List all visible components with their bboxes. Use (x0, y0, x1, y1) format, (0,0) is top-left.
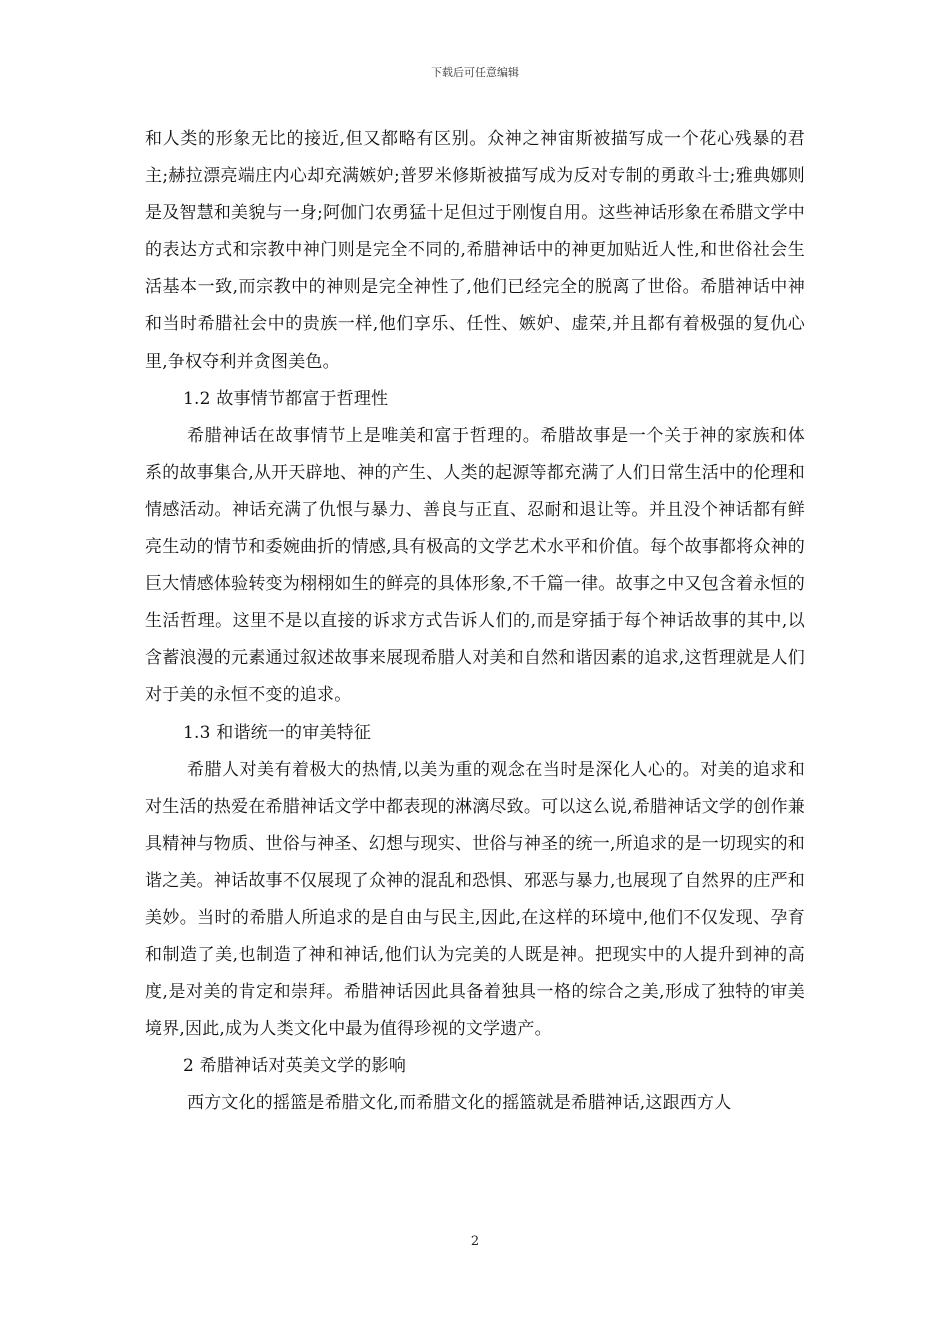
document-body (145, 121, 805, 1123)
page-number: 2 (470, 1234, 480, 1249)
section-heading-1-3: 1.3 和谐统一的审美特征 (183, 722, 372, 743)
section-heading-2: 2 希腊神话对英美文学的影响 (183, 1056, 407, 1077)
paragraph-aesthetic: 希腊人对美有着极大的热情,以美为重的观念在当时是深化人心的。对美的追求和对生活的热爱在希腊神话文学中都表现的淋漓尽致。可以这么说,希腊神话文学的创作兼具精神与物质、世俗与神圣、幻想与现实、世俗与神圣的统一,所追求的是一切现实的和谐之美。神话故事不仅展现了众神的混乱和恐惧、邪恶与暴力,也展现了自然界的庄严和美妙。当时的希腊人所追求的是自由与民主,因此,在这样的环境中,他们不仅发现、孕育和制造了美,也制造了神和神话,他们认为完美的人既是神。把现实中的人提升到神的高度,是对美的肯定和崇拜。希腊神话因此具备着独具一格的综合之美,形成了独特的审美境界,因此,成为人类文化中最为值得珍视的文学遗产。 (145, 759, 805, 1040)
section-heading-1-2: 1.2 故事情节都富于哲理性 (183, 388, 389, 409)
paragraph-story-philosophy: 希腊神话在故事情节上是唯美和富于哲理的。希腊故事是一个关于神的家族和体系的故事集合,从开天辟地、神的产生、人类的起源等都充满了人们日常生活中的伦理和情感活动。神话充满了仇恨与暴力、善良与正直、忍耐和退让等。并且没个神话都有鲜亮生动的情节和委婉曲折的情感,具有极高的文学艺术水平和价值。每个故事都将众神的巨大情感体验转变为栩栩如生的鲜亮的具体形象,不千篇一律。故事之中又包含着永恒的生活哲理。这里不是以直接的诉求方式告诉人们的,而是穿插于每个神话故事的其中,以含蓄浪漫的元素通过叙述故事来展现希腊人对美和自然和谐因素的追求,这哲理就是人们对于美的永恒不变的追求。 (145, 425, 805, 706)
paragraph-continuation: 和人类的形象无比的接近,但又都略有区别。众神之神宙斯被描写成一个花心残暴的君主;赫拉漂亮端庄内心却充满嫉妒;普罗米修斯被描写成为反对专制的勇敢斗士;雅典娜则是及智慧和美貌与一身;阿伽门农勇猛十足但过于刚愎自用。这些神话形象在希腊文学中的表达方式和宗教中神门则是完全不同的,希腊神话中的神更加贴近人性,和世俗社会生活基本一致,而宗教中的神则是完全神性了,他们已经完全的脱离了世俗。希腊神话中神和当时希腊社会中的贵族一样,他们享乐、任性、嫉妒、虚荣,并且都有着极强的复仇心里,争权夺利并贪图美色。 (145, 129, 805, 372)
paragraph-influence-start: 西方文化的摇篮是希腊文化,而希腊文化的摇篮就是希腊神话,这跟西方人 (187, 1093, 732, 1114)
page-header: 下载后可任意编辑 (431, 66, 519, 79)
